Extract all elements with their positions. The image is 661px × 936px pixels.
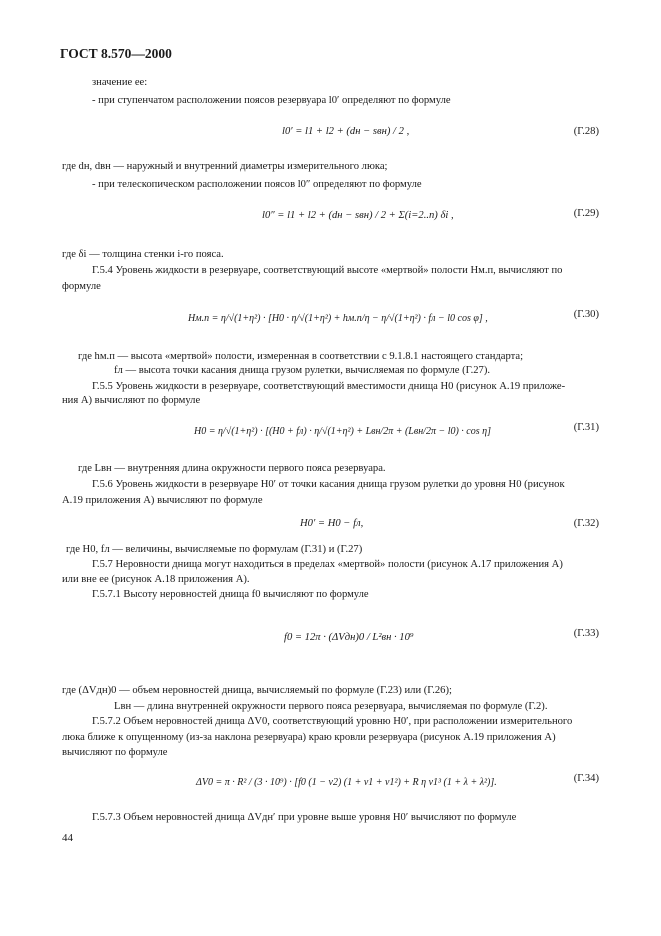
text-line: люка ближе к опущенному (из-за наклона резервуара) краю кровли резервуара (рисунок А.19 приложения А)	[62, 732, 556, 743]
text-line: где Lвн — внутренняя длина окружности первого пояса резервуара.	[78, 463, 386, 474]
text-line: где δi — толщина стенки i-го пояса.	[62, 249, 224, 260]
formula-number: (Г.33)	[573, 628, 599, 639]
page-number: 44	[62, 832, 73, 844]
text-line: где dн, dвн — наружный и внутренний диаметры измерительного люка;	[62, 161, 388, 172]
formula-number: (Г.34)	[573, 773, 599, 784]
formula: l0″ = l1 + l2 + (dн − sвн) / 2 + Σ(i=2..n) δi ,	[262, 210, 454, 221]
text-line: Г.5.7.1 Высоту неровностей днища f0 вычисляют по формуле	[92, 589, 369, 600]
text-line: где (ΔVдн)0 — объем неровностей днища, вычисляемый по формуле (Г.23) или (Г.26);	[62, 685, 452, 696]
formula-number: (Г.28)	[573, 126, 599, 137]
text-line: Г.5.7.2 Объем неровностей днища ΔV0, соответствующий уровню H0′, при расположении измерительного	[92, 716, 573, 727]
text-line: Lвн — длина внутренней окружности первого пояса резервуара, вычисляемая по формуле (Г.2).	[114, 701, 548, 712]
text-line: Г.5.7.3 Объем неровностей днища ΔVдн′ при уровне выше уровня H0′ вычисляют по формуле	[92, 812, 517, 823]
text-line: Г.5.6 Уровень жидкости в резервуаре H0′ от точки касания днища грузом рулетки до уровня H0 (рисунок	[92, 479, 565, 490]
text-line: значение ее:	[92, 77, 148, 88]
formula-number: (Г.31)	[573, 422, 599, 433]
formula: Hм.п = η/√(1+η²) · [H0 · η/√(1+η²) + hм.п/η − η/√(1+η²) · fл − l0 cos φ] ,	[188, 313, 488, 324]
text-line: ния А) вычисляют по формуле	[62, 395, 201, 406]
standard-header: ГОСТ 8.570—2000	[60, 46, 172, 61]
formula-number: (Г.29)	[573, 208, 599, 219]
text-line: - при телескопическом расположении поясов l0″ определяют по формуле	[92, 179, 422, 190]
text-line: Г.5.5 Уровень жидкости в резервуаре, соответствующий вместимости днища H0 (рисунок А.19 приложе-	[92, 381, 566, 392]
formula: ΔV0 = π · R² / (3 · 10⁹) · [f0 (1 − ν2) (1 + ν1 + ν1²) + R η ν1³ (1 + λ + λ²)].	[196, 777, 497, 788]
formula: H0′ = H0 − fл,	[300, 518, 364, 529]
formula-number: (Г.30)	[573, 309, 599, 320]
text-line: формуле	[62, 281, 101, 292]
formula: f0 = 12π · (ΔVдн)0 / L²вн · 10⁹	[284, 632, 414, 643]
text-line: вычисляют по формуле	[62, 747, 168, 758]
text-line: А.19 приложения А) вычисляют по формуле	[62, 495, 263, 506]
text-line: где H0, fл — величины, вычисляемые по формулам (Г.31) и (Г.27)	[66, 544, 363, 555]
text-line: fл — высота точки касания днища грузом рулетки, вычисляемая по формуле (Г.27).	[114, 365, 490, 376]
text-line: Г.5.4 Уровень жидкости в резервуаре, соответствующий высоте «мертвой» полости Hм.п, вычисляют по	[92, 265, 563, 276]
formula: H0 = η/√(1+η²) · [(H0 + fл) · η/√(1+η²) + Lвн/2π + (Lвн/2π − l0) · cos η]	[194, 426, 491, 437]
formula-number: (Г.32)	[573, 518, 599, 529]
text-line: где hм.п — высота «мертвой» полости, измеренная в соответствии с 9.1.8.1 настоящего стандарта;	[78, 351, 524, 362]
text-line: Г.5.7 Неровности днища могут находиться в пределах «мертвой» полости (рисунок А.17 приложения А)	[92, 559, 563, 570]
text-line: - при ступенчатом расположении поясов резервуара l0′ определяют по формуле	[92, 95, 451, 106]
formula: l0′ = l1 + l2 + (dн − sвн) / 2 ,	[282, 126, 410, 137]
text-line: или вне ее (рисунок А.18 приложения А).	[62, 574, 250, 585]
